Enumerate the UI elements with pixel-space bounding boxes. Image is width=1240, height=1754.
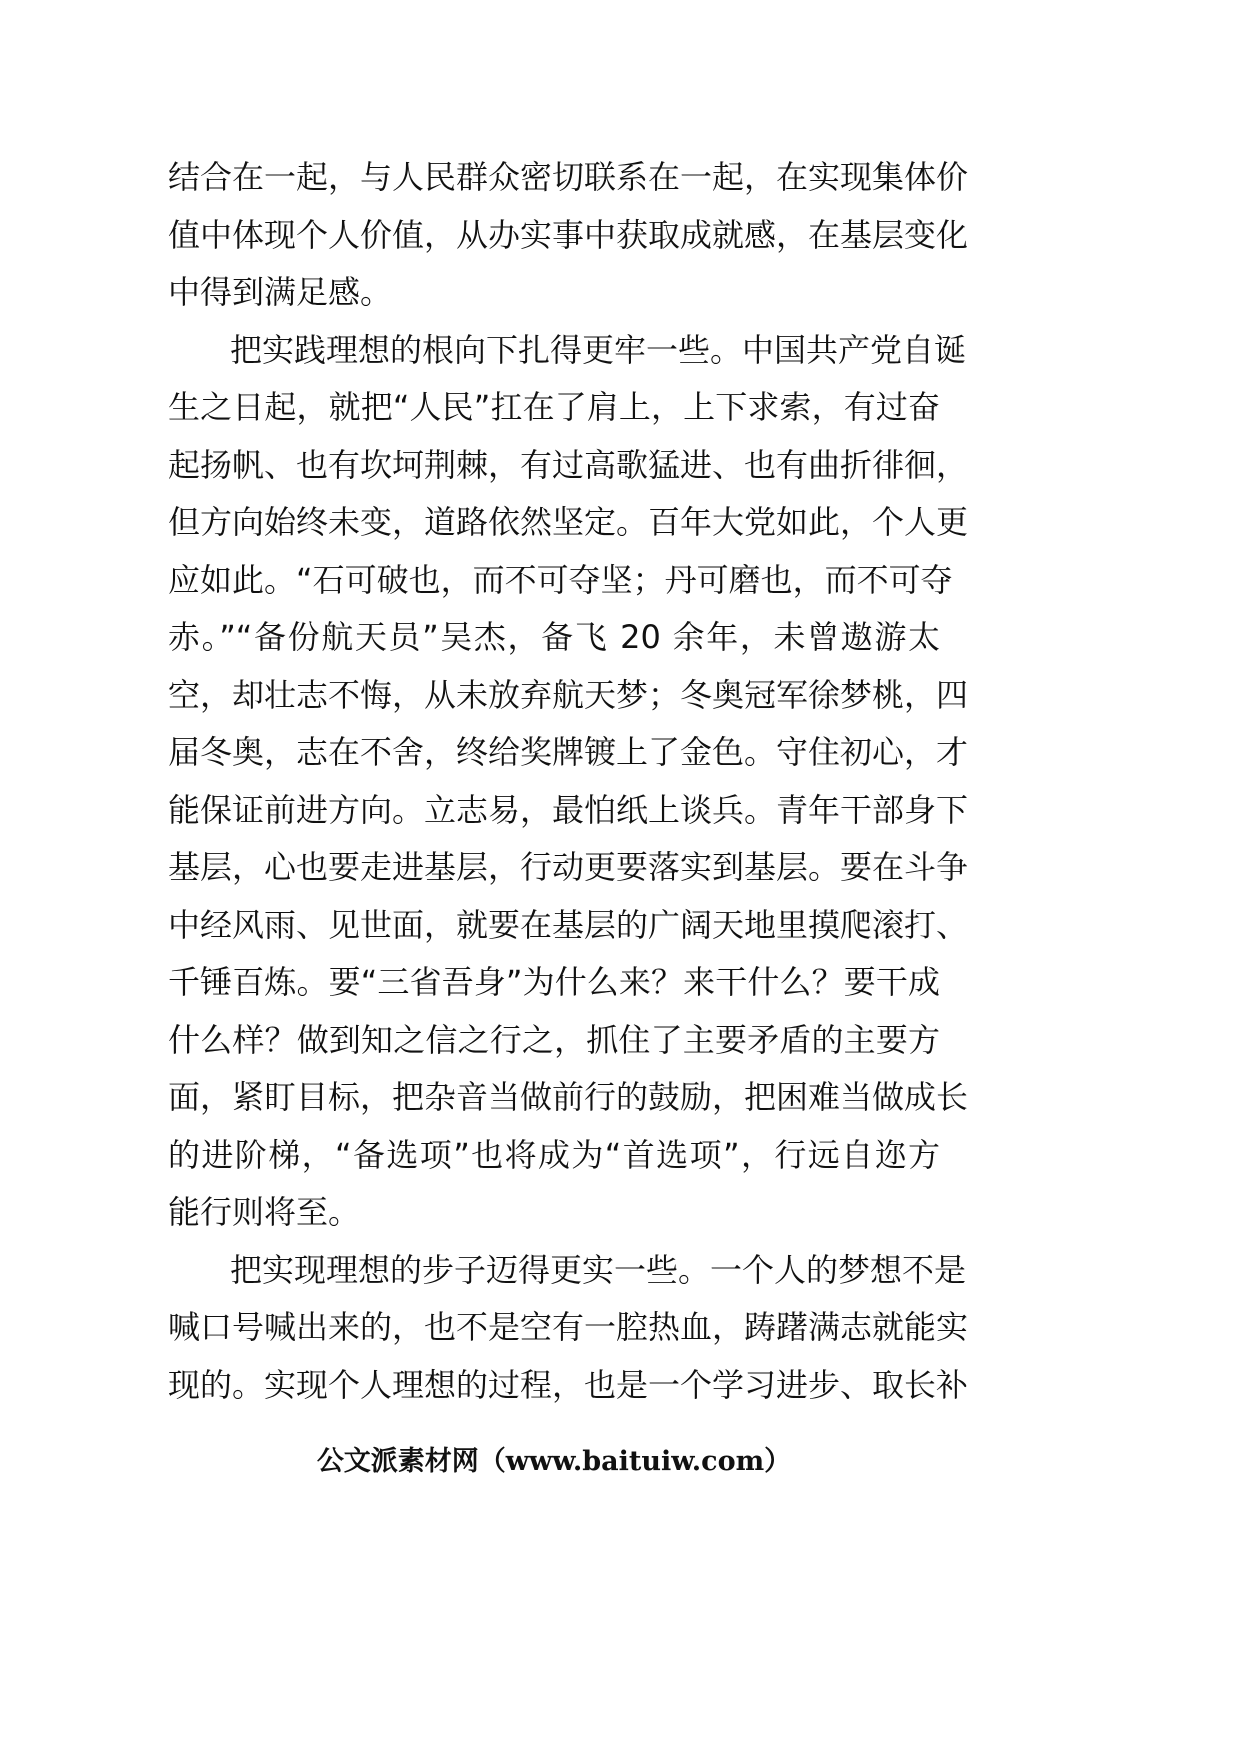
paragraph [168,322,969,1242]
text-line: 把实践理想的根向下扎得更牢一些。中国共产党自诞 [230,330,967,369]
text-line: 喊口号喊出来的，也不是空有一腔热血，踌躇满志就能实 [168,1308,969,1346]
text-line: 能行则将至。 [168,1193,361,1231]
page-footer: 公文派素材网（www.baituiw.com） [316,1446,792,1477]
text-line: 空，却壮志不悔，从未放弃航天梦；冬奥冠军徐梦桃，四 [168,675,969,714]
text-line: 能保证前进方向。立志易，最怕纸上谈兵。青年干部身下 [168,790,969,829]
text-line: 但方向始终未变，道路依然坚定。百年大党如此，个人更 [168,503,969,541]
text-line: 赤。”“备份航天员”吴杰，备飞 20 余年，未曾遨游太 [168,618,940,656]
text-line: 把实现理想的步子迈得更实一些。一个人的梦想不是 [230,1250,967,1289]
paragraph [168,149,969,322]
paragraph [168,1242,969,1415]
text-line: 的进阶梯，“备选项”也将成为“首选项”，行远自迩方 [168,1135,940,1174]
text-line: 面，紧盯目标，把杂音当做前行的鼓励，把困难当做成长 [168,1078,969,1116]
text-line: 值中体现个人价值，从办实事中获取成就感，在基层变化 [168,215,969,254]
text-line: 中经风雨、见世面，就要在基层的广阔天地里摸爬滚打、 [168,905,969,944]
text-line: 基层，心也要走进基层，行动更要落实到基层。要在斗争 [168,848,969,886]
text-line: 应如此。“石可破也，而不可夺坚；丹可磨也，而不可夺 [168,560,953,599]
text-line: 中得到满足感。 [168,273,393,311]
text-line: 结合在一起，与人民群众密切联系在一起，在实现集体价 [168,158,969,196]
body-text [168,149,969,1414]
text-line: 千锤百炼。要“三省吾身”为什么来？来干什么？要干成 [168,963,940,1001]
text-line: 现的。实现个人理想的过程，也是一个学习进步、取长补 [168,1365,969,1404]
text-line: 生之日起，就把“人民”扛在了肩上，上下求索，有过奋 [168,388,940,426]
text-line: 起扬帆、也有坎坷荆棘，有过高歌猛进、也有曲折徘徊， [168,445,969,484]
text-line: 什么样？做到知之信之行之，抓住了主要矛盾的主要方 [168,1020,940,1059]
text-line: 届冬奥，志在不舍，终给奖牌镀上了金色。守住初心，才 [168,733,969,771]
